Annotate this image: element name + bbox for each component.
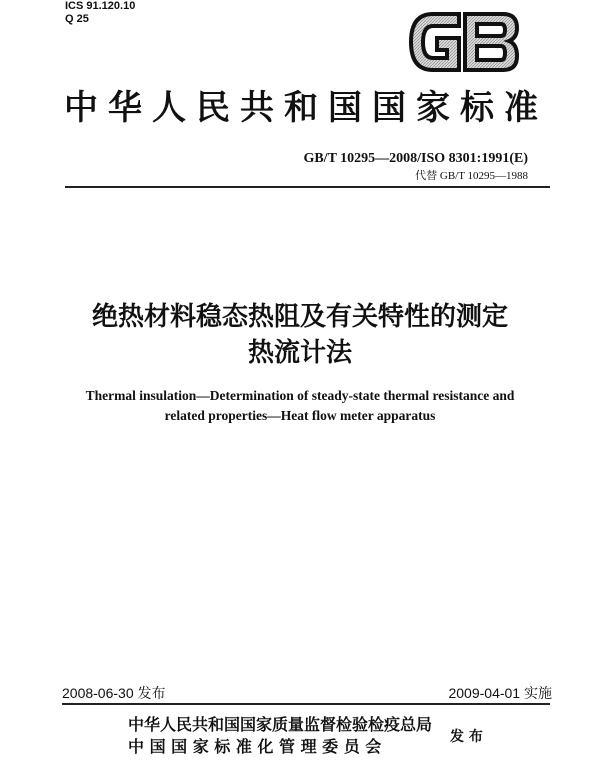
issue-label: 发 布: [450, 729, 483, 745]
issuers-list: [128, 714, 432, 758]
standard-code: GB/T 10295—2008/ISO 8301:1991(E): [303, 151, 528, 166]
title-cn-line2: 热流计法: [247, 338, 352, 368]
replaces-standard: 代替 GB/T 10295—1988: [415, 170, 528, 182]
header-divider: [65, 186, 550, 188]
title-cn-line1: 绝热材料稳态热阻及有关特性的测定: [91, 302, 508, 332]
issuer-sac: 中 国 国 家 标 准 化 管 理 委 员 会: [128, 737, 382, 756]
issuers-block: [128, 714, 483, 758]
title-en-line2: related properties—Heat flow meter apparatus: [164, 408, 436, 423]
issue-date: 2008-06-30 发布: [62, 685, 166, 701]
footer-divider: [62, 703, 550, 705]
ics-code: ICS 91.120.10: [65, 0, 136, 12]
implementation-date: 2009-04-01 实施: [448, 685, 552, 701]
title-en-line1: Thermal insulation—Determination of steady-state thermal resistance and: [85, 388, 515, 403]
ccs-code: Q 25: [65, 13, 89, 25]
national-standard-title: 中华人民共和国国家标准: [64, 88, 548, 128]
issuer-aqsiq: 中华人民共和国国家质量监督检验检疫总局: [128, 715, 433, 734]
gb-logo: [405, 8, 523, 76]
